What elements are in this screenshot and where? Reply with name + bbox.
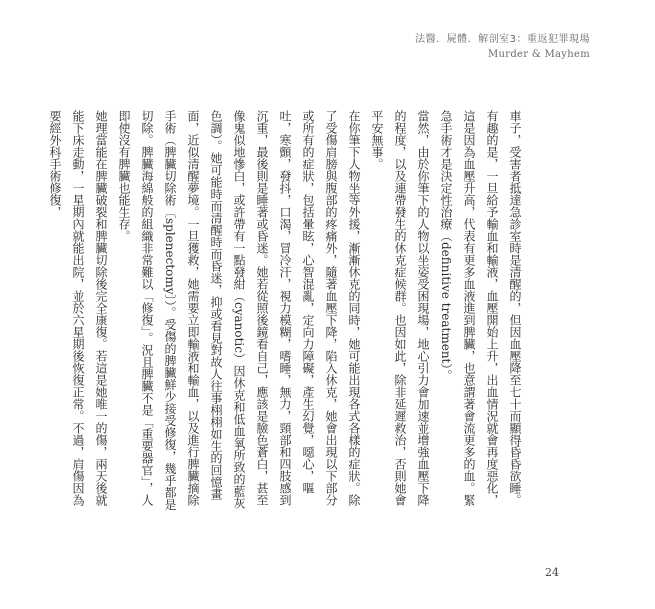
running-header — [330, 30, 590, 60]
running-header-subtitle: Murder & Mayhem — [487, 49, 590, 60]
running-header-title: 法醫．屍體．解剖室3：重返犯罪現場 — [415, 34, 590, 45]
paragraph: 在你筆下人物坐等外援，漸漸休克的同時，她可能出現各式各樣的症狀。除了受傷肩膀與腹部的疼痛外，隨著血壓下降，陷入休克，她會出現以下部分或所有的症狀，包括暈眩，心智混亂，定向力障礙，產生幻覺，噁心，嘔吐，寒顫，發抖，口渴，冒冷汗，視力模糊，嗜睡，無力，頸部和四肢感到沉重，最後則是睡著或昏迷。她若從照後鏡看自己，應該是臉色蒼白，甚至像鬼似地慘白，或許帶有一點發紺（cyanotic）因休克和低血氧所致的藍灰色調）。她可能時而清醒時而昏迷，抑或看見對故人往事栩栩如生的回憶畫面，近似清醒夢境。一旦獲救，她需要立即輸液和輸血，以及進行脾臟摘除手術（脾臟切除術〔splenectomy〕）。受傷的脾臟鮮少接受修復，幾乎都是切除。脾臟海綿般的組織非常難以「修復」。況且脾臟不是「重要器官」，人即使沒有脾臟也能生存。 — [117, 110, 361, 511]
paragraph: 她理當能在脾臟破裂和脾臟切除後完全康復。若這是她唯一的傷，兩天後就能下床走動，一星期內就能出院，並於六星期後恢復正常。不過，肩傷因為要經外科手術修復， — [48, 110, 108, 506]
paragraph: 當然，由於你筆下的人物以坐姿受困現場，地心引力會加速並增強血壓下降的程度，以及連帶發生的休克症候群。也因如此，除非延遲救治，否則她會平安無事。 — [370, 110, 430, 506]
paragraph: 車子，受害者抵達急診室時是清醒的，但因血壓降至七十而顯得昏昏欲睡。有趣的是，一旦給予輸血和輸液，血壓開始上升，出血情況就會再度惡化，這是因為血壓升高，代表有更多血液進到脾臟，也意謂著會流更多的血。緊急手術才是決定性治療（definitive treatment）。 — [439, 110, 522, 506]
page-number: 24 — [545, 566, 559, 579]
vertical-body-text — [48, 110, 526, 515]
